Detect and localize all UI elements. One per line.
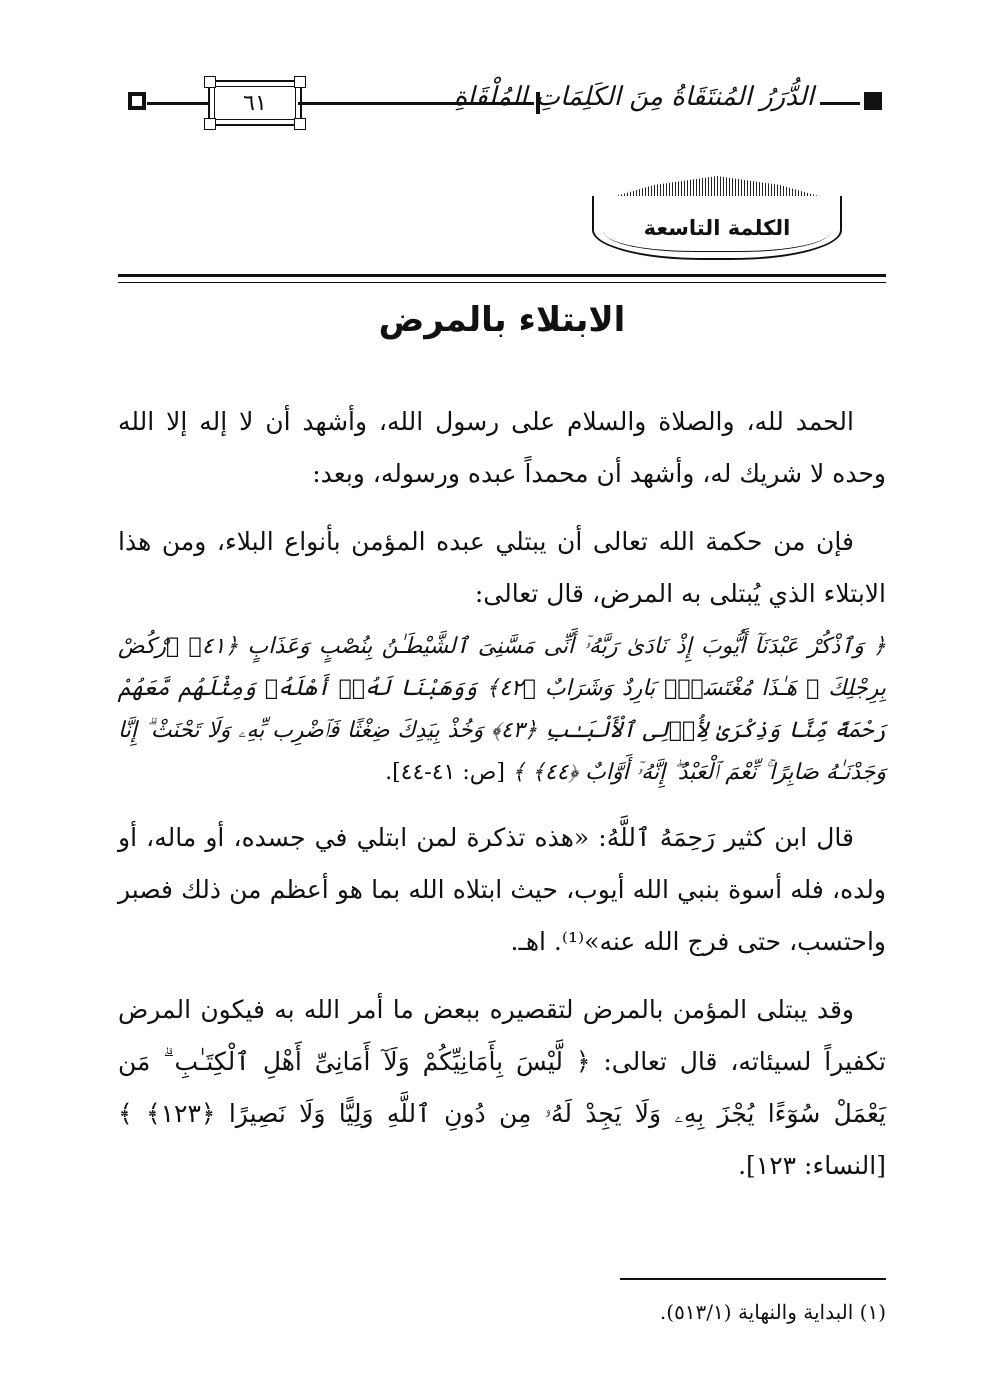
footnote-rule	[620, 1278, 886, 1280]
page-number: ٦١	[243, 91, 267, 116]
chapter-badge	[592, 168, 842, 268]
filled-square-ornament	[864, 92, 882, 110]
paragraph-expiation-text: وقد يبتلى المؤمن بالمرض لتقصيره ببعض ما أمر الله به فيكون المرض تكفيراً لسيئاته، قال تعالى: ﴿ لَّيْسَ بِأَمَانِيِّكُمْ وَلَآ أَمَانِىِّ أَهْلِ ٱلْكِتَـٰبِ ۗ مَن يَعْمَلْ سُوٓءًا يُجْزَ بِهِۦ وَلَا يَجِدْ لَهُۥ مِن دُونِ ٱللَّهِ وَلِيًّا وَلَا نَصِيرًا ﴿١٢٣﴾ ﴾	[118, 995, 887, 1128]
footnote: (١) البداية والنهاية (٥١٣/١).	[659, 1300, 886, 1324]
paragraph-wisdom: فإن من حكمة الله تعالى أن يبتلي عبده المؤمن بأنواع البلاء، ومن هذا الابتلاء الذي يُبتلى به المرض، قال تعالى:	[118, 527, 886, 608]
quran-reference: [النساء: ١٢٣].	[738, 1151, 886, 1180]
section-rule-thick	[118, 274, 886, 277]
page-heading: الابتلاء بالمرض	[378, 300, 626, 340]
paragraph-opening: الحمد لله، والصلاة والسلام على رسول الله، وأشهد أن لا إله إلا الله وحده لا شريك له، وأشهد أن محمداً عبده ورسوله، وبعد:	[118, 407, 886, 488]
frame-corner-ornament	[294, 76, 306, 88]
paragraph-ibn-kathir: قال ابن كثير رَحِمَهُ ٱللَّهُ: «هذه تذكرة لمن ابتلي في جسده، أو ماله، أو ولده، فله أسوة بنبي الله أيوب، حيث ابتلاه الله بما هو أعظم من ذلك فصبر واحتسب، حتى فرج الله عنه»⁽¹⁾. اهـ.	[118, 823, 886, 956]
frame-corner-ornament	[204, 118, 216, 130]
running-header	[112, 78, 890, 130]
header-rule-left	[147, 102, 213, 105]
page-number-frame	[208, 80, 302, 126]
section-rule-thin	[118, 282, 886, 283]
quran-reference: [ص: ٤١-٤٤].	[385, 760, 505, 785]
quran-verse-text: ﴿ وَٱذْكُرْ عَبْدَنَآ أَيُّوبَ إِذْ نَادَىٰ رَبَّهُۥٓ أَنِّى مَسَّنِىَ ٱلشَّيْطَـٰنُ بِنُصْبٍ وَعَذَابٍ ﴿٤١﴾ ٱرْكُضْ بِرِجْلِكَ ۖ هَـٰذَا مُغْتَسَلٌۢ بَارِدٌ وَشَرَابٌ ﴿٤٢﴾ وَوَهَبْنَا لَهُۥٓ أَهْلَهُۥ وَمِثْلَهُم مَّعَهُمْ رَحْمَةً مِّنَّا وَذِكْرَىٰ لِأُو۟لِى ٱلْأَلْبَـٰبِ ﴿٤٣﴾ وَخُذْ بِيَدِكَ ضِغْثًا فَٱضْرِب بِّهِۦ وَلَا تَحْنَثْ ۗ إِنَّا وَجَدْنَـٰهُ صَابِرًا ۚ نِّعْمَ ٱلْعَبْدُ ۖ إِنَّهُۥٓ أَوَّابٌ ﴿٤٤﴾ ﴾	[118, 634, 886, 785]
frame-corner-ornament	[294, 118, 306, 130]
header-rule-right	[820, 102, 860, 105]
body-text	[118, 396, 886, 1208]
frame-corner-ornament	[204, 76, 216, 88]
quran-quote-sad	[118, 626, 886, 794]
chapter-label: الكلمة التاسعة	[643, 216, 791, 240]
book-title: الدُّرَرُ المُنتَقَاةُ مِنَ الكَلِمَاتِ المُلْقَاةِ	[453, 82, 814, 112]
paragraph-expiation	[118, 984, 886, 1192]
hollow-square-ornament	[128, 92, 146, 110]
